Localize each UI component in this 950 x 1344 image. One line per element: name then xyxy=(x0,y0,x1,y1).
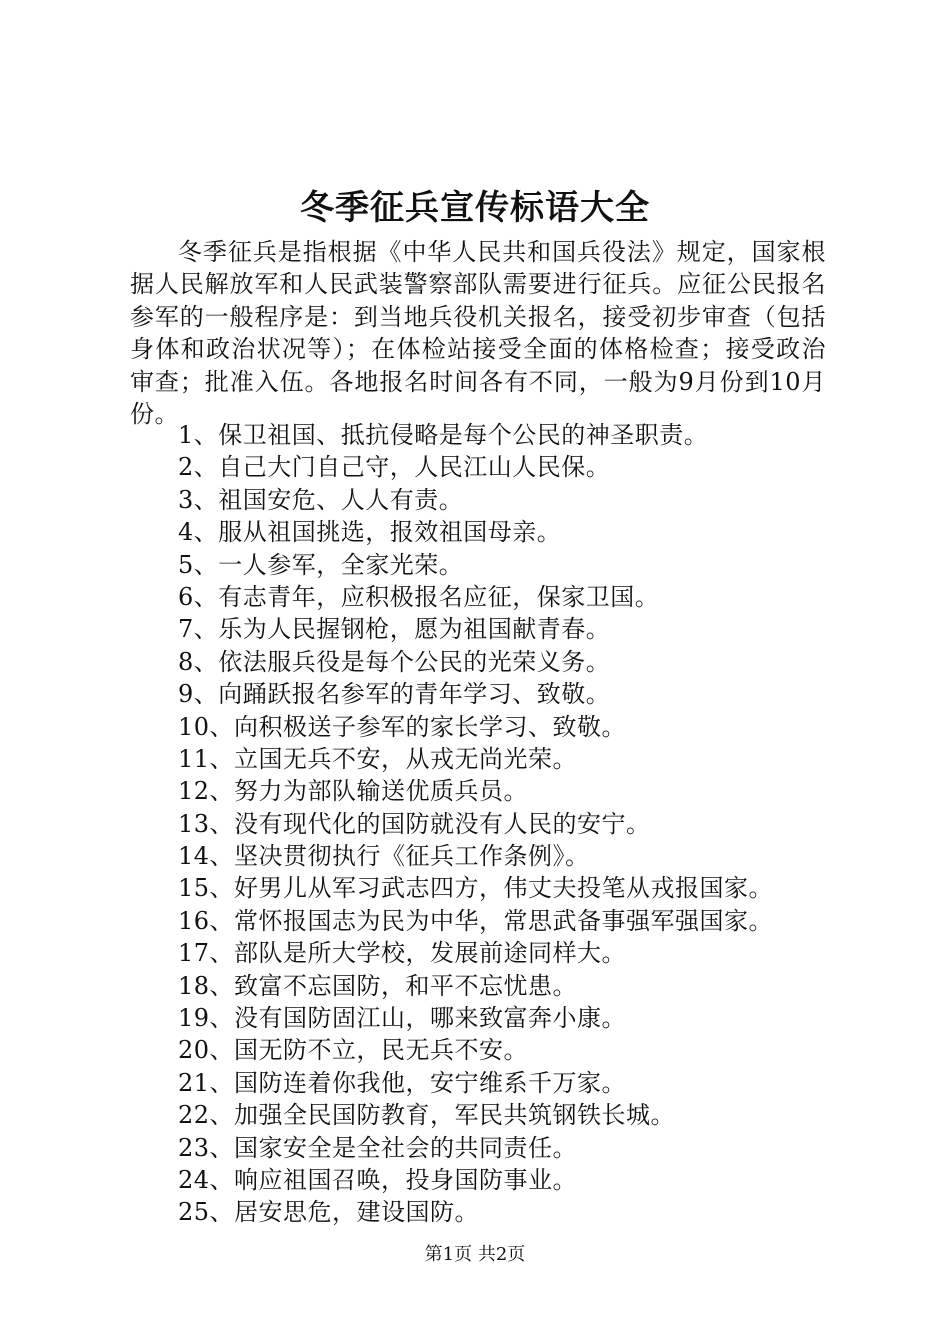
list-item: 4、服从祖国挑选，报效祖国母亲。 xyxy=(178,518,562,547)
list-item: 16、常怀报国志为民为中华，常思武备事强军强国家。 xyxy=(178,906,774,935)
list-item: 23、国家安全是全社会的共同责任。 xyxy=(178,1133,578,1162)
list-item: 19、没有国防固江山，哪来致富奔小康。 xyxy=(178,1004,627,1033)
list-item: 22、加强全民国防教育，军民共筑钢铁长城。 xyxy=(178,1101,676,1130)
list-item: 2、自己大门自己守，人民江山人民保。 xyxy=(178,453,611,482)
intro-paragraph: 冬季征兵是指根据《中华人民共和国兵役法》规定，国家根据人民解放军和人民武装警察部队需要进行征兵。应征公民报名参军的一般程序是：到当地兵役机关报名，接受初步审查（包括身体和政治状况等）；在体检站接受全面的体格检查；接受政治审查；批准入伍。各地报名时间各有不同，一般为9月份到10月份。 xyxy=(130,238,826,429)
list-item: 14、坚决贯彻执行《征兵工作条例》。 xyxy=(178,842,590,871)
list-item: 6、有志青年，应积极报名应征，保家卫国。 xyxy=(178,582,660,611)
list-item: 3、祖国安危、人人有责。 xyxy=(178,485,464,514)
page-title: 冬季征兵宣传标语大全 xyxy=(300,188,650,228)
list-item: 11、立国无兵不安，从戎无尚光荣。 xyxy=(178,744,578,773)
list-item: 8、依法服兵役是每个公民的光荣义务。 xyxy=(178,647,611,676)
page-footer: 第1页 共2页 xyxy=(424,1244,526,1265)
list-item: 7、乐为人民握钢枪，愿为祖国献青春。 xyxy=(178,615,611,644)
list-item: 18、致富不忘国防，和平不忘忧患。 xyxy=(178,971,578,1000)
slogan-list xyxy=(178,419,838,1229)
list-item: 1、保卫祖国、抵抗侵略是每个公民的神圣职责。 xyxy=(178,421,709,449)
list-item: 12、努力为部队输送优质兵员。 xyxy=(178,777,529,806)
list-item: 21、国防连着你我他，安宁维系千万家。 xyxy=(178,1068,627,1097)
list-item: 17、部队是所大学校，发展前途同样大。 xyxy=(178,939,627,968)
list-item: 10、向积极送子参军的家长学习、致敬。 xyxy=(178,712,627,741)
list-item: 5、一人参军，全家光荣。 xyxy=(178,550,464,579)
list-item: 20、国无防不立，民无兵不安。 xyxy=(178,1036,529,1065)
list-item: 25、居安思危，建设国防。 xyxy=(178,1198,480,1227)
list-item: 15、好男儿从军习武志四方，伟丈夫投笔从戎报国家。 xyxy=(178,874,774,903)
list-item: 24、响应祖国召唤，投身国防事业。 xyxy=(178,1165,578,1194)
list-item: 9、向踊跃报名参军的青年学习、致敬。 xyxy=(178,680,611,709)
list-item: 13、没有现代化的国防就没有人民的安宁。 xyxy=(178,809,651,838)
